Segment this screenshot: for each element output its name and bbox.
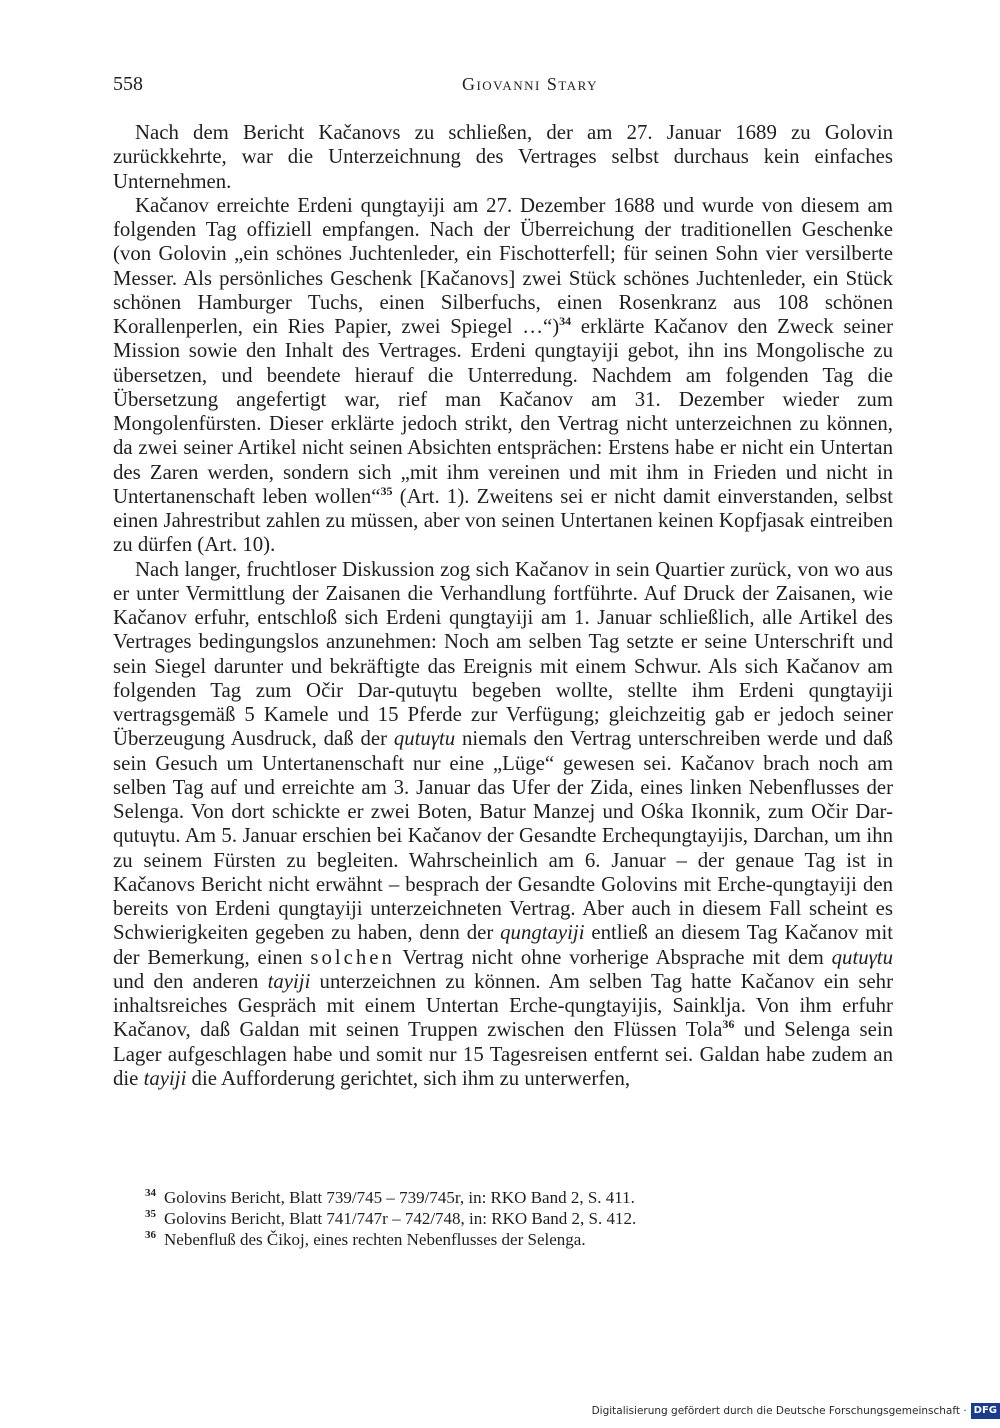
footnotes (145, 1187, 885, 1250)
footnote-text: Golovins Bericht, Blatt 741/747r – 742/748, in: RKO Band 2, S. 412. (164, 1209, 637, 1228)
running-head: Giovanni Stary (461, 74, 599, 94)
paragraph-2-part-b: erklärte Kačanov den Zweck seiner Mission sowie den Inhalt des Vertrages. Erdeni qungtayiji gebot, ihn ins Mongolische zu übersetzen, und beendete hierauf die Unterredung. Nachdem am folgenden Tag die Übersetzung angefertigt war, rief man Kačanov am 31. Dezember wieder zum Mongolenfürsten. Dieser erklärte jedoch strikt, den Vertrag nicht unterzeichnen zu können, da zwei seiner Artikel nicht seinen Absichten entsprächen: Erstens habe er nicht ein Untertan des Zaren werden, sondern sich „mit ihm vereinen und mit ihm in Frieden und nicht in Untertanenschaft leben wollen“ (113, 315, 893, 508)
footnote-number: 35 (145, 1208, 156, 1221)
term-tayiji: tayiji (267, 969, 311, 993)
footnote-36 (145, 1229, 885, 1250)
paragraph-3-part-e: und den anderen (113, 969, 268, 993)
footnote-35 (145, 1208, 885, 1229)
paragraph-3-part-d: Vertrag nicht ohne vorherige Absprache mit dem (394, 945, 832, 969)
credit-text: Digitalisierung gefördert durch die Deutsche Forschungsgemeinschaft · (591, 1405, 967, 1417)
footnote-number: 34 (145, 1187, 156, 1200)
paragraph-3-part-b: niemals den Vertrag unterschreiben werde und daß sein Gesuch um Untertanenschaft nur eine „Lüge“ gewesen sei. Kačanov brach noch am selben Tag auf und erreichte am 3. Januar das Ufer der Zida, eines linken Nebenflusses der Selenga. Von dort schickte er zwei Boten, Batur Manzej und Ośka Ikonnik, zum Očir Dar-qutuγtu. Am 5. Januar erschien bei Kačanov der Gesandte Erchequngtayijis, Darchan, um ihn zu seinem Fürsten zu begleiten. Wahrscheinlich am 6. Januar – der genaue Tag ist in Kačanovs Bericht nicht erwähnt – besprach der Gesandte Golovins mit Erche-qungtayiji den bereits von Erdeni qungtayiji unterzeichneten Vertrag. Aber auch in diesem Fall scheint es Schwierigkeiten gegeben zu haben, denn der (113, 727, 893, 945)
paragraph-3-part-c: entließ an diesem Tag Kačanov mit der Bemerkung, einen (113, 921, 893, 969)
paragraph-3-part-h: die Aufforderung gerichtet, sich ihm zu unterwerfen, (186, 1066, 631, 1090)
term-tayiji: tayiji (143, 1066, 187, 1090)
paragraph-2-part-c: (Art. 1). Zweitens sei er nicht damit einverstanden, selbst einen Jahrestribut zahlen zu müssen, aber von seinen Untertanen keinen Kopfjasak eintreiben zu dürfen (Art. 10). (113, 484, 893, 557)
footnote-ref-35[interactable]: 35 (380, 483, 393, 498)
footnote-text: Golovins Bericht, Blatt 739/745 – 739/745r, in: RKO Band 2, S. 411. (164, 1188, 635, 1207)
digitization-credit (592, 1402, 1000, 1420)
paragraph-3-part-g: und Selenga sein Lager aufgeschlagen habe und somit nur 15 Tagesreisen entfernt sei. Galdan habe zudem an die (113, 1018, 893, 1090)
paragraph-2 (113, 194, 893, 558)
footnote-34 (145, 1187, 885, 1208)
paragraph-3 (113, 558, 893, 1092)
footnote-text: Nebenfluß des Čikoj, eines rechten Nebenflusses der Selenga. (164, 1230, 586, 1249)
footnote-number: 36 (145, 1229, 156, 1242)
footnote-ref-34[interactable]: 34 (559, 314, 572, 329)
paragraph-3-part-a: Nach langer, fruchtloser Diskussion zog sich Kačanov in sein Quartier zurück, von wo aus er unter Vermittlung der Zaisanen die Verhandlung fortführte. Auf Druck der Zaisanen, wie Kačanov erfuhr, entschloß sich Erdeni qungtayiji am 1. Januar schließlich, alle Artikel des Vertrages bedingungslos anzunehmen: Noch am selben Tag setzte er seine Unterschrift und sein Siegel darunter und bekräftigte das Ereignis mit einem Schwur. Als sich Kačanov am folgenden Tag zum Očir Dar-qutuγtu begeben wollte, stellte ihm Erdeni qungtayiji vertragsgemäß 5 Kamele und 15 Pferde zur Verfügung; gleichzeitig gab er jedoch seiner Überzeugung Ausdruck, daß der (113, 557, 893, 751)
term-qutuytu: qutuγtu (831, 945, 893, 969)
term-qungtayiji: qungtayiji (500, 921, 585, 945)
emphasis-solchen: solchen (310, 945, 395, 969)
page-number: 558 (113, 73, 143, 95)
paragraph-3-part-f: unterzeichnen zu können. Am selben Tag hatte Kačanov ein sehr inhaltsreiches Gespräch mit einem Untertan Erche-qungtayijis, Sainklja. Von ihm erfuhr Kačanov, daß Galdan mit seinen Truppen zwischen den Flüssen Tola (113, 969, 893, 1042)
term-qutuytu: qutuγtu (393, 727, 456, 751)
dfg-logo: DFG (971, 1403, 1000, 1419)
body-text (113, 121, 893, 1091)
paragraph-1: Nach dem Bericht Kačanovs zu schließen, der am 27. Januar 1689 zu Golovin zurückkehrte, war die Unterzeichnung des Vertrages selbst durchaus kein einfaches Unternehmen. (113, 121, 893, 193)
footnote-ref-36[interactable]: 36 (722, 1017, 735, 1032)
paragraph-2-part-a: Kačanov erreichte Erdeni qungtayiji am 27. Dezember 1688 und wurde von diesem am folgenden Tag offiziell empfangen. Nach der Überreichung der traditionellen Geschenke (von Golovin „ein schönes Juchtenleder, ein Fischotterfell; für seinen Sohn vier versilberte Messer. Als persönliches Geschenk [Kačanovs] zwei Stück schönes Juchtenleder, ein Stück schönen Hamburger Tuchs, einen Silberfuchs, einen Rosenkranz aus 108 schönen Korallenperlen, ein Ries Papier, zwei Spiegel …“) (113, 193, 893, 338)
